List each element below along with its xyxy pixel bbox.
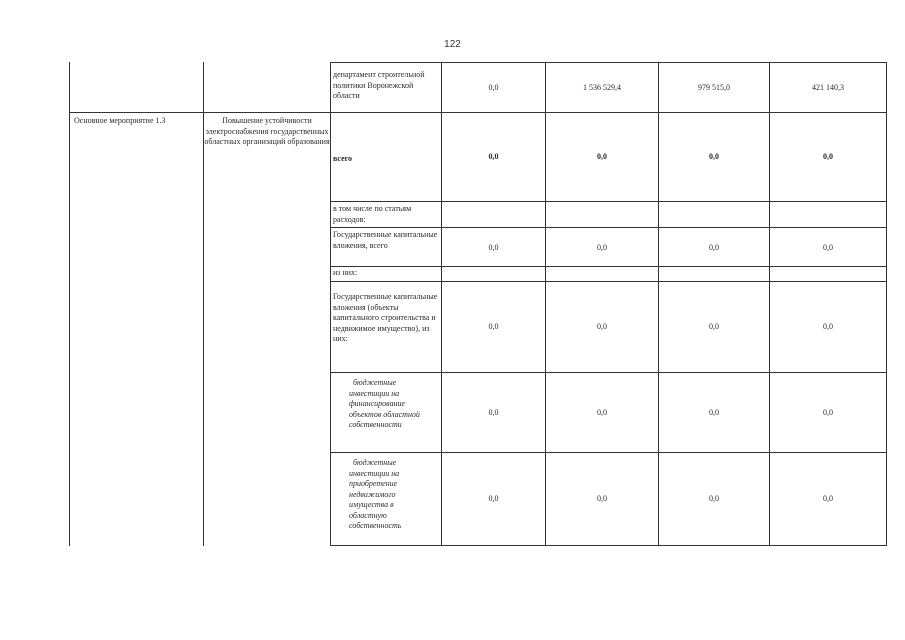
row-divider: [330, 372, 887, 373]
row-value: 0,0: [823, 152, 833, 161]
table-divider-col2: [330, 62, 331, 546]
table-divider-col3: [441, 62, 442, 546]
table-border-left: [69, 62, 70, 546]
row-value: 0,0: [709, 322, 719, 331]
row-value: 0,0: [709, 494, 719, 503]
row-value: 0,0: [597, 243, 607, 252]
row-value: 0,0: [597, 152, 607, 161]
event-name: Повышение устойчивости электроснабжения государственных областных организаций образования: [204, 116, 330, 146]
row-value: 979 515,0: [698, 83, 730, 92]
row-divider: [330, 201, 887, 202]
row-value: 0,0: [488, 408, 499, 417]
table-divider-col6: [769, 62, 770, 546]
table-divider-col5: [658, 62, 659, 546]
row-value: 0,0: [823, 322, 833, 331]
row-value: 0,0: [488, 322, 499, 331]
row-value: 421 140,3: [812, 83, 844, 92]
row-value: 0,0: [823, 494, 833, 503]
table-border-bottom: [330, 545, 887, 546]
row-divider: [330, 281, 887, 282]
row-value: 0,0: [597, 408, 607, 417]
table-border-right: [886, 62, 887, 546]
row-value: 0,0: [709, 408, 719, 417]
row-value: 0,0: [488, 494, 499, 503]
row-value: 0,0: [709, 152, 719, 161]
row-divider: [330, 227, 887, 228]
table-border-top: [330, 62, 887, 63]
event-label: Основное мероприятие 1.3: [74, 116, 166, 125]
row-value: 0,0: [488, 152, 499, 161]
row-divider: [69, 112, 887, 113]
row-value: 0,0: [823, 243, 833, 252]
row-label: бюджетные инвестиции на приобретение недвижимого имущества в областную собственность: [349, 458, 402, 530]
row-label: из них:: [333, 268, 358, 277]
row-label: департамент строительной политики Воронежской области: [333, 70, 425, 100]
row-value: 0,0: [823, 408, 833, 417]
row-value: 0,0: [488, 83, 499, 92]
row-divider: [330, 452, 887, 453]
row-value: 0,0: [597, 494, 607, 503]
row-divider: [330, 266, 887, 267]
row-label: бюджетные инвестиции на финансирование объектов областной собственности: [349, 378, 420, 429]
row-label: всего: [333, 154, 353, 163]
row-value: 0,0: [709, 243, 719, 252]
row-label: Государственные капитальные вложения, всего: [333, 230, 438, 250]
row-value: 0,0: [488, 243, 499, 252]
row-label: Государственные капитальные вложения (объекты капитального строительства и недвижимое имущество), из них:: [333, 292, 438, 343]
page-number: 122: [444, 39, 461, 50]
table-divider-col4: [545, 62, 546, 546]
row-value: 0,0: [597, 322, 607, 331]
row-value: 1 536 529,4: [583, 83, 621, 92]
row-label: в том числе по статьям расходов:: [333, 204, 412, 224]
